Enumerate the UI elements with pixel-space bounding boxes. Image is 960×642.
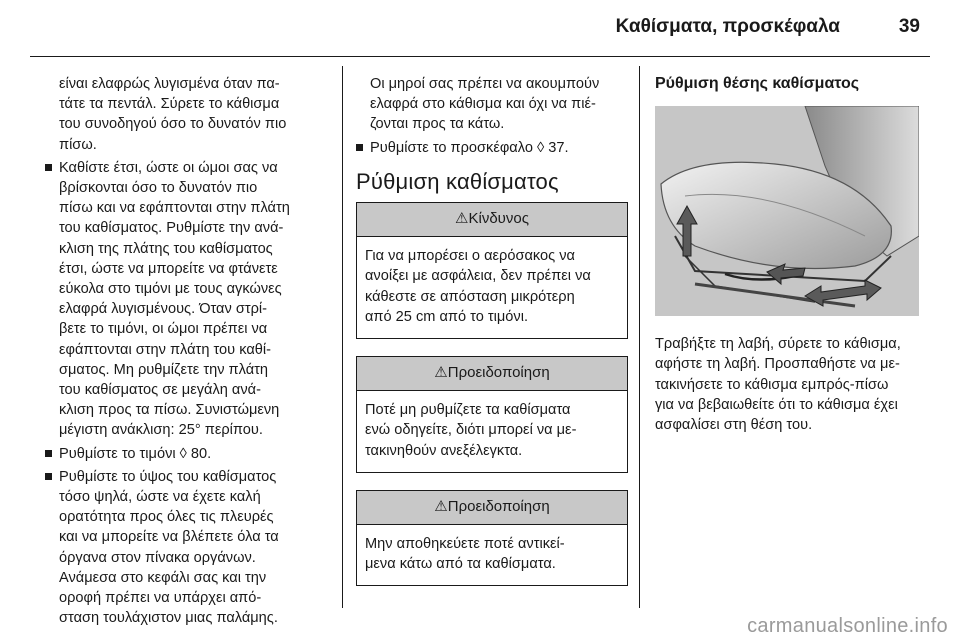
warning-box: [356, 490, 628, 587]
section-heading: Ρύθμιση θέσης καθίσματος: [655, 75, 860, 92]
bullet-item: Ρυθμίστε το προσκέφαλο ◊ 37.: [356, 138, 628, 158]
box-header: [357, 357, 627, 391]
page-title: Καθίσματα, προσκέφαλα: [615, 16, 840, 37]
page-number: 39: [898, 16, 920, 37]
figure-caption: Τραβήξτε τη λαβή, σύρετε το κάθισμα, αφήστε τη λαβή. Προσπαθήστε να με- τακινήσετε το κάθισμα εμπρός-πίσω για να βεβαιωθείτε ότι το κάθισμα έχει ασφαλίσει στη θέση του.: [655, 336, 901, 434]
column-divider-2: [639, 66, 640, 608]
box-title: Κίνδυνος: [468, 210, 529, 228]
bullet-item: Καθίστε έτσι, ώστε οι ώμοι σας να βρίσκονται όσο το δυνατόν πιο πίσω και να εφάπτονται στην πλάτη του καθίσματος. Ρυθμίστε την ανά- κλιση της πλάτης του καθίσματος έτσι, ώστε να μπορείτε να φτάνετε εύκολα στο τιμόνι με τους αγκώνες ελαφρά λυγισμένους. Όταν στρί- βετε το τιμόνι, οι ώμοι πρέπει να εφάπτονται στην πλάτη του καθί- σματος. Μη ρυθμίζετε την πλάτη του καθίσματος σε μεγάλη ανά- κλιση προς τα πίσω. Συνιστώμενη μέγιστη ανάκλιση: 25° περίπου.: [45, 158, 330, 441]
column-3: [655, 74, 923, 435]
box-body: Για να μπορέσει ο αερόσακος να ανοίξει με ασφάλεια, δεν πρέπει να κάθεστε σε απόσταση μικρότερη από 25 cm από το τιμόνι.: [365, 248, 591, 325]
watermark-text: carmanualsonline.info: [747, 615, 948, 637]
seat-illustration-svg: [655, 106, 919, 316]
seat-adjustment-illustration: [655, 106, 919, 316]
box-header: [357, 203, 627, 237]
bullet-item: Ρυθμίστε το τιμόνι ◊ 80.: [45, 444, 330, 464]
continued-paragraph: Οι μηροί σας πρέπει να ακουμπούν ελαφρά στο κάθισμα και όχι να πιέ- ζονται προς τα κάτω.: [370, 76, 600, 133]
column-2: [356, 74, 628, 603]
column-divider-1: [342, 66, 343, 608]
box-body: Μην αποθηκεύετε ποτέ αντικεί- μενα κάτω από τα καθίσματα.: [365, 536, 565, 573]
warning-triangle-icon: ⚠: [455, 210, 469, 228]
header-divider: [30, 56, 930, 57]
danger-box: [356, 202, 628, 339]
box-header: [357, 491, 627, 525]
continued-paragraph: είναι ελαφρώς λυγισμένα όταν πα- τάτε τα πεντάλ. Σύρετε το κάθισμα του συνοδηγού όσο το δυνατόν πιο πίσω.: [59, 76, 287, 153]
section-heading: Ρύθμιση καθίσματος: [356, 168, 559, 194]
box-title: Προειδοποίηση: [447, 497, 550, 515]
bullet-item: Ρυθμίστε το ύψος του καθίσματος τόσο ψηλά, ώστε να έχετε καλή ορατότητα προς όλες τις πλευρές και να μπορείτε να βλέπετε όλα τα όργανα στον πίνακα οργάνων. Ανάμεσα στο κεφάλι σας και την οροφή πρέπει να υπάρχει από- σταση τουλάχιστον μιας παλάμης.: [45, 467, 330, 629]
warning-triangle-icon: ⚠: [434, 497, 448, 515]
warning-box: [356, 356, 628, 473]
column-1: [45, 74, 330, 628]
warning-triangle-icon: ⚠: [434, 364, 448, 382]
box-title: Προειδοποίηση: [447, 364, 550, 382]
box-body: Ποτέ μη ρυθμίζετε τα καθίσματα ενώ οδηγείτε, διότι μπορεί να με- τακινηθούν ανεξέλεγκτα.: [365, 402, 577, 459]
